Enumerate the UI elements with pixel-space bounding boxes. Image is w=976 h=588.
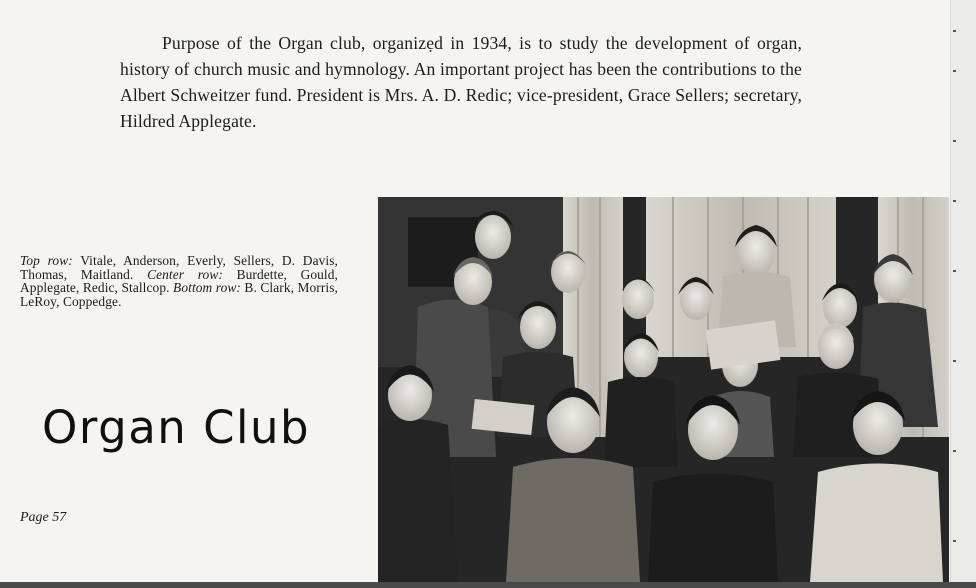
adjacent-page-edge: [950, 0, 976, 582]
group-photo-illustration: [378, 197, 949, 582]
page-number: Page 57: [20, 510, 67, 525]
club-description: Purpose of the Organ club, organizẹd in 1934, is to study the development of organ, history of church music and hymnology. An important project has been the contributions to the Albert Schweitzer fund. President is Mrs. A. D. Redic; vice-president, Grace Sellers; secretary, Hildred Applegate.: [120, 32, 802, 131]
caption-bottom-row-label: Bottom row:: [173, 280, 241, 295]
page-bottom-edge: [0, 582, 976, 588]
caption-center-row-label: Center row:: [147, 266, 223, 282]
caption-top-row-label: Top row:: [20, 253, 73, 268]
caption-bottom-row-names: B. Clark, Morris, LeRoy, Coppedge.: [20, 280, 339, 309]
caption-center-row-names: Burdette, Gould, Applegate, Redic, Stallcop.: [20, 266, 338, 295]
caption-top-row-names: Vitale, Anderson, Everly, Sellers, D. Davis, Thomas, Maitland.: [20, 253, 338, 282]
group-photo: [378, 197, 949, 582]
photo-caption: [20, 254, 338, 308]
page-title: Organ Club: [42, 401, 311, 454]
